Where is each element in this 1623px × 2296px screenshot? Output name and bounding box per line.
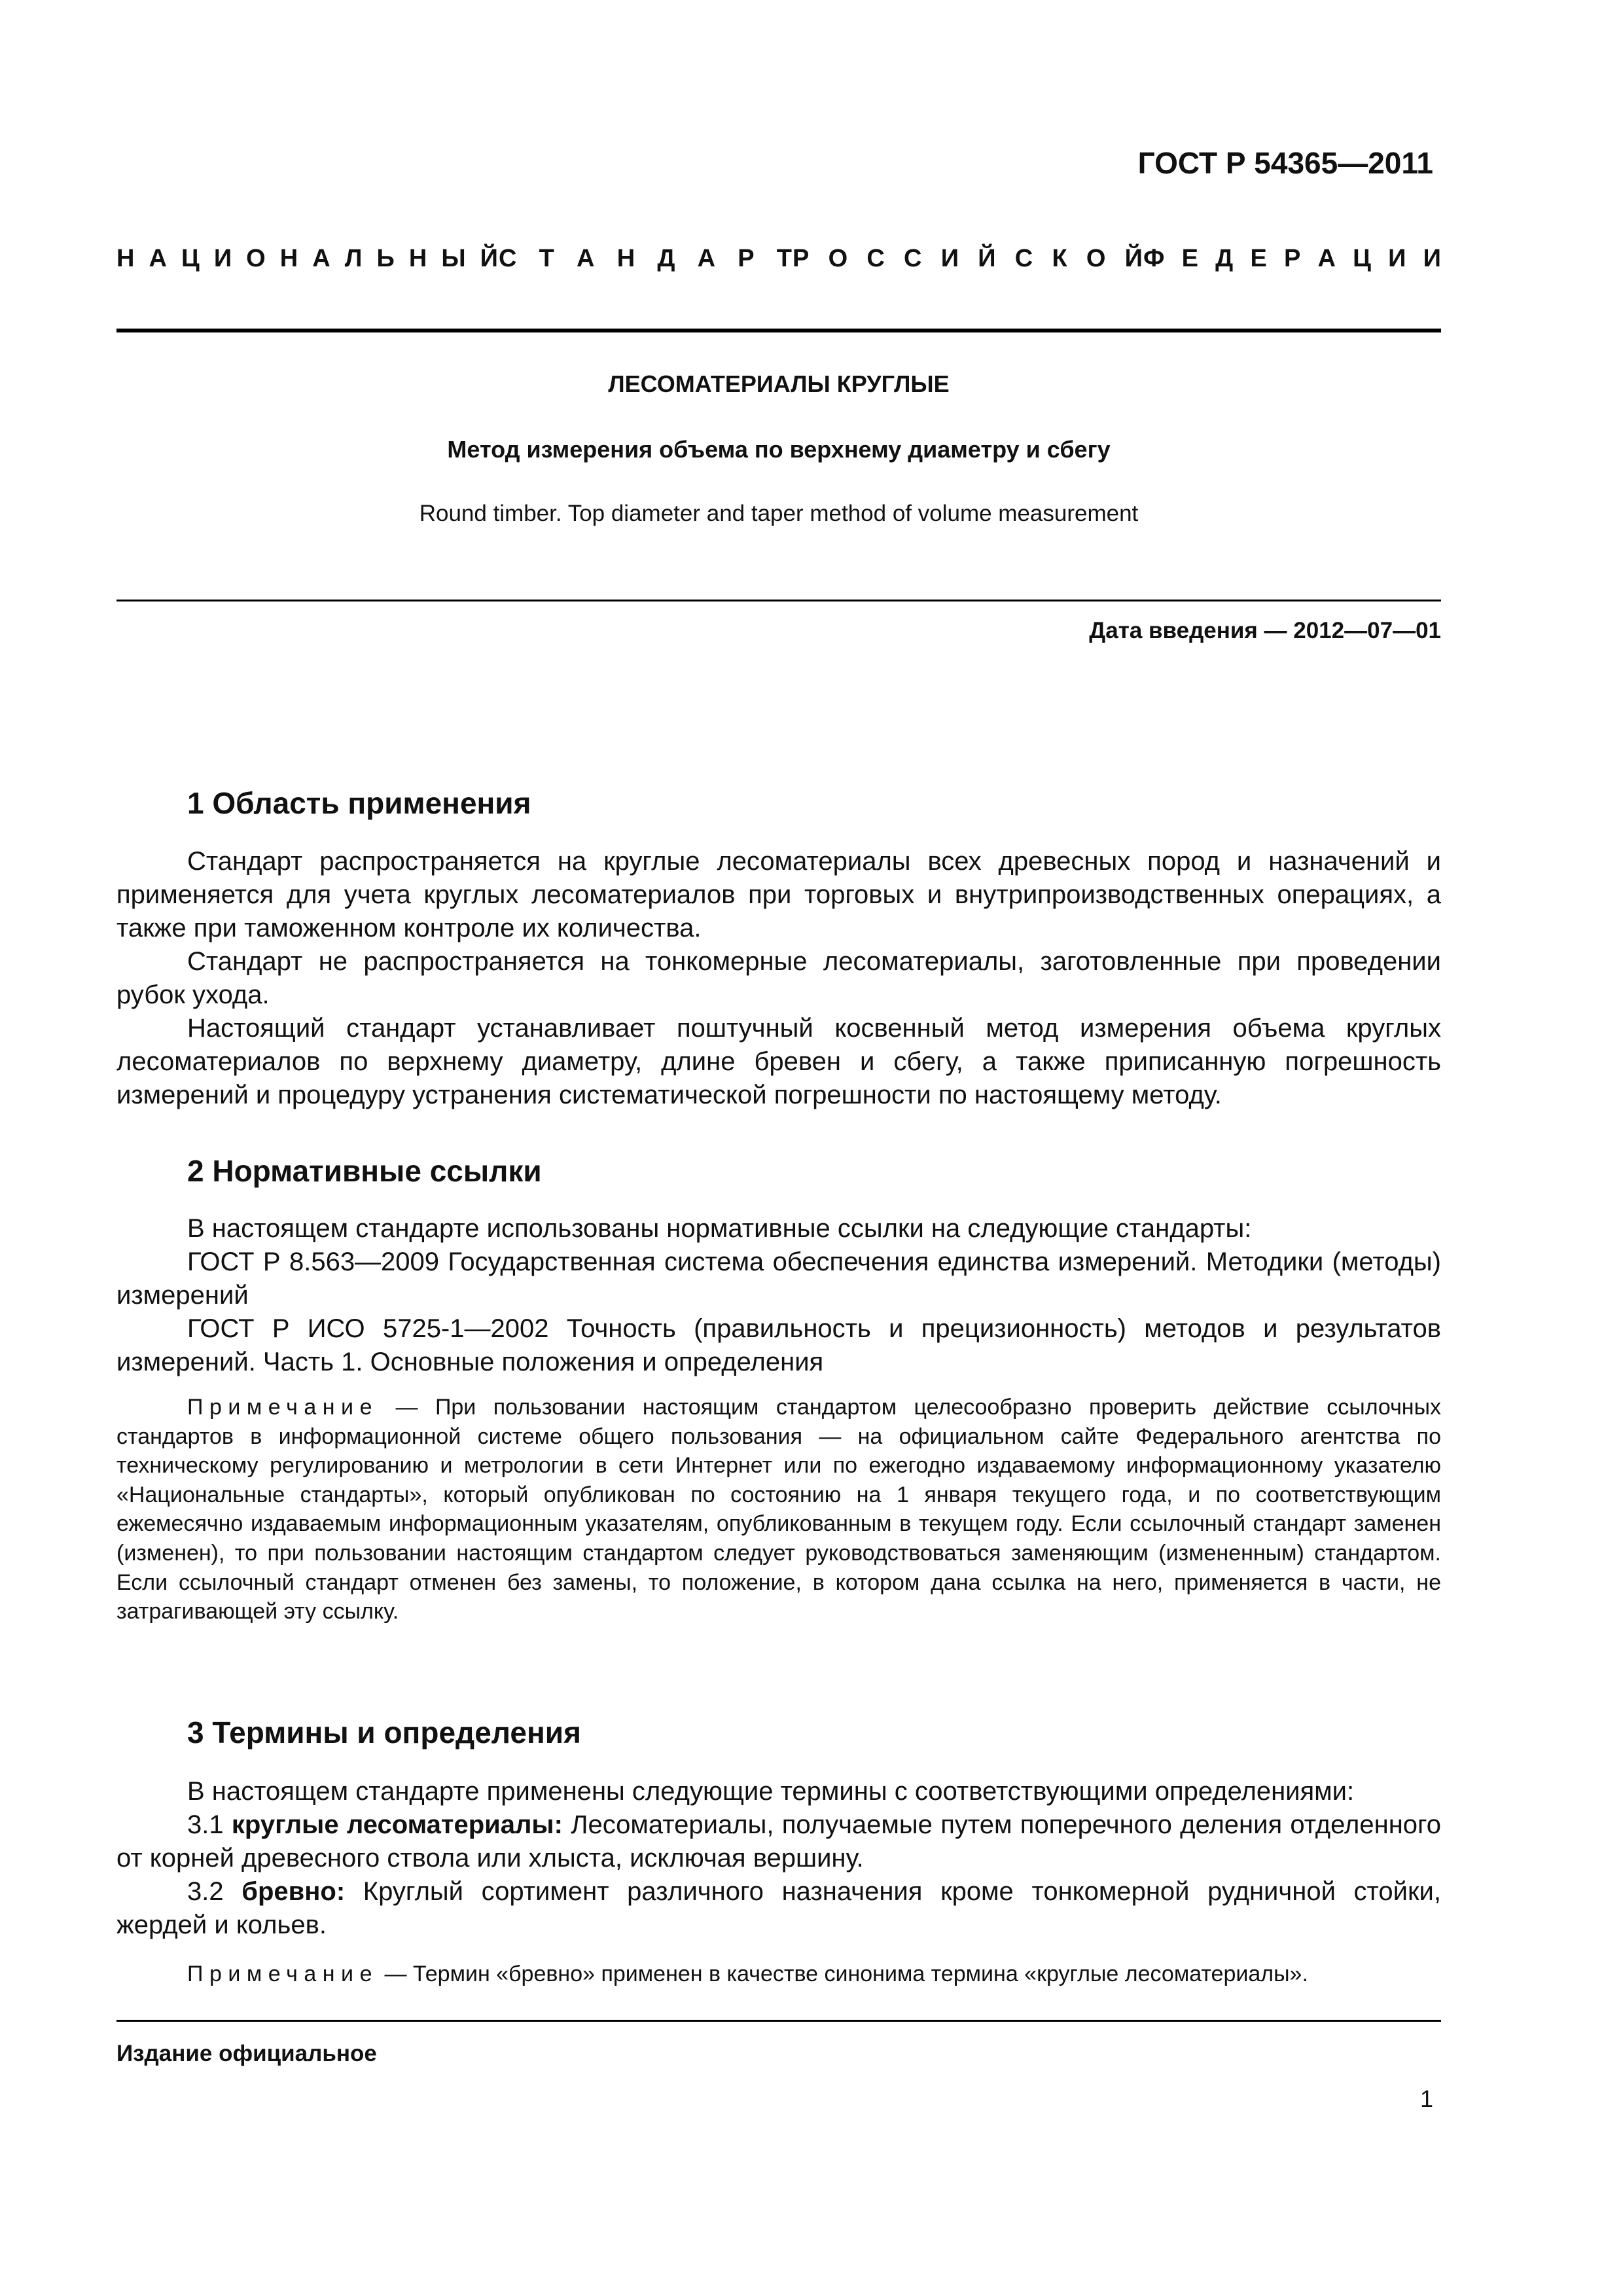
footer-rule [116,2020,1441,2022]
paragraph: Настоящий стандарт устанавливает поштучный косвенный метод измерения объема круглых лесоматериалов по верхнему диаметру, длине бревен и сбегу, а также приписанную погрешность измерений и процедуру устранения систематической погрешности по настоящему методу. [116,1014,1441,1109]
document-title: ЛЕСОМАТЕРИАЛЫ КРУГЛЫЕ [608,370,950,397]
term-name: бревно: [241,1877,346,1906]
term-entry [116,1875,1441,1942]
section-3-note [116,1960,1441,1989]
introduction-date: Дата введения — 2012—07—01 [1089,618,1441,643]
section-2-body [116,1212,1441,1379]
note-label: Примечание [187,1395,378,1420]
section-3-heading: 3 Термины и определения [187,1715,581,1749]
paragraph: В настоящем стандарте применены следующие термины с соответствующими определениями: [187,1777,1355,1806]
document-number: ГОСТ Р 54365—2011 [1137,146,1433,180]
section-3-body [116,1775,1441,1942]
banner-word: Н А Ц И О Н А Л Ь Н Ы Й [116,245,498,272]
paragraph: В настоящем стандарте использованы нормативные ссылки на следующие стандарты: [187,1214,1252,1243]
term-number: 3.2 [187,1877,224,1906]
section-2-note [116,1393,1441,1626]
note-text: — При пользовании настоящим стандартом целесообразно проверить действие ссылочных стандартов в информационной системе общего пользования — на официальном сайте Федерального агентства по техническому регулированию и метрологии в сети Интернет или по ежегодно издаваемому информационному указателю «Национальные стандарты», который опубликован по состоянию на 1 января текущего года, и по соответствующим ежемесячно издаваемым информационным указателям, опубликованным в текущем году. Если ссылочный стандарт заменен (изменен), то при пользовании настоящим стандартом следует руководствоваться заменяющим (измененным) стандартом. Если ссылочный стандарт отменен без замены, то положение, в котором дана ссылка на него, применяется в части, не затрагивающей эту ссылку. [116,1395,1442,1624]
paragraph: Стандарт распространяется на круглые лесоматериалы всех древесных пород и назначений и применяется для учета круглых лесоматериалов при торговых и внутрипроизводственных операциях, а также при таможенном контроле их количества. [116,847,1441,942]
title-rule [116,600,1441,601]
page-number: 1 [1419,2085,1433,2112]
paragraph: ГОСТ Р ИСО 5725-1—2002 Точность (правильность и прецизионность) методов и результатов измерений. Часть 1. Основные положения и определения [116,1314,1441,1376]
banner-word: Ф Е Д Е Р А Ц И И [1143,245,1441,272]
section-2-heading: 2 Нормативные ссылки [187,1154,542,1188]
note-label: Примечание [187,1962,378,1986]
term-definition: Лесоматериалы, получаемые путем поперечного деления отделенного от корней древесного ствола или хлыста, исключая вершину. [116,1810,1441,1873]
header-rule [116,329,1441,332]
english-title: Round timber. Top diameter and taper method of volume measurement [419,501,1139,526]
section-1-heading: 1 Область применения [187,786,531,820]
banner-word: Р О С С И Й С К О Й [793,245,1143,272]
document-subtitle: Метод измерения объема по верхнему диаметру и сбегу [447,436,1111,463]
term-number: 3.1 [187,1810,224,1839]
paragraph: ГОСТ Р 8.563—2009 Государственная система обеспечения единства измерений. Методики (методы) измерений [116,1247,1441,1310]
paragraph: Стандарт не распространяется на тонкомерные лесоматериалы, заготовленные при проведении рубок ухода. [116,947,1441,1009]
note-text: — Термин «бревно» применен в качестве синонима термина «круглые лесоматериалы». [384,1962,1308,1986]
term-entry [116,1808,1441,1875]
national-standard-banner [116,245,1441,273]
section-1-body [116,845,1441,1112]
banner-word: С Т А Н Д А Р Т [499,245,792,272]
edition-label: Издание официальное [116,2041,377,2066]
term-definition: Круглый сортимент различного назначения кроме тонкомерной рудничной стойки, жердей и кольев. [116,1877,1441,1939]
term-name: круглые лесоматериалы: [231,1810,563,1839]
